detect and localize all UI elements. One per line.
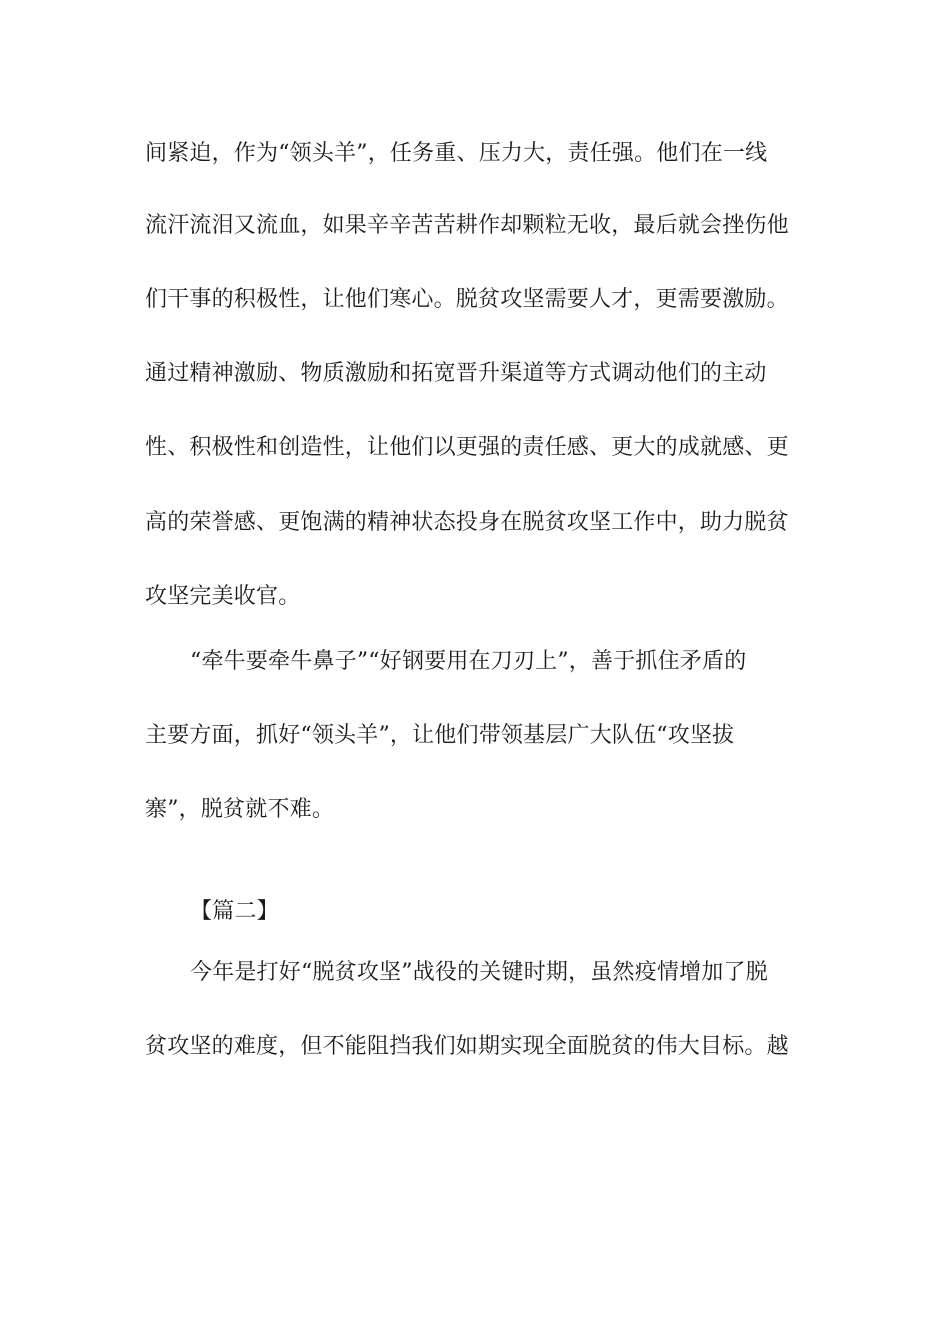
paragraph-1-line-7: 攻坚完美收官。 bbox=[145, 584, 301, 609]
paragraph-2-line-3: 寨”，脱贫就不难。 bbox=[145, 797, 335, 822]
paragraph-1-line-1: 间紧迫，作为“领头羊”，任务重、压力大，责任强。他们在一线 bbox=[145, 141, 768, 166]
section-heading: 【篇二】 bbox=[190, 899, 279, 924]
paragraph-2-line-2: 主要方面，抓好“领头羊”，让他们带领基层广大队伍“攻坚拔 bbox=[145, 723, 735, 748]
paragraph-1-line-5: 性、积极性和创造性，让他们以更强的责任感、更大的成就感、更 bbox=[145, 435, 789, 460]
paragraph-1-line-4: 通过精神激励、物质激励和拓宽晋升渠道等方式调动他们的主动 bbox=[145, 361, 767, 386]
paragraph-3-line-1: 今年是打好“脱贫攻坚”战役的关键时期，虽然疫情增加了脱 bbox=[190, 960, 768, 985]
paragraph-3-line-2: 贫攻坚的难度，但不能阻挡我们如期实现全面脱贫的伟大目标。越 bbox=[145, 1034, 789, 1059]
paragraph-1-line-2: 流汗流泪又流血，如果辛辛苦苦耕作却颗粒无收，最后就会挫伤他 bbox=[145, 213, 789, 238]
paragraph-2-line-1: “牵牛要牵牛鼻子”“好钢要用在刀刃上”，善于抓住矛盾的 bbox=[190, 649, 747, 674]
paragraph-1-line-3: 们干事的积极性，让他们寒心。脱贫攻坚需要人才，更需要激励。 bbox=[145, 287, 789, 312]
paragraph-1-line-6: 高的荣誉感、更饱满的精神状态投身在脱贫攻坚工作中，助力脱贫 bbox=[145, 510, 789, 535]
